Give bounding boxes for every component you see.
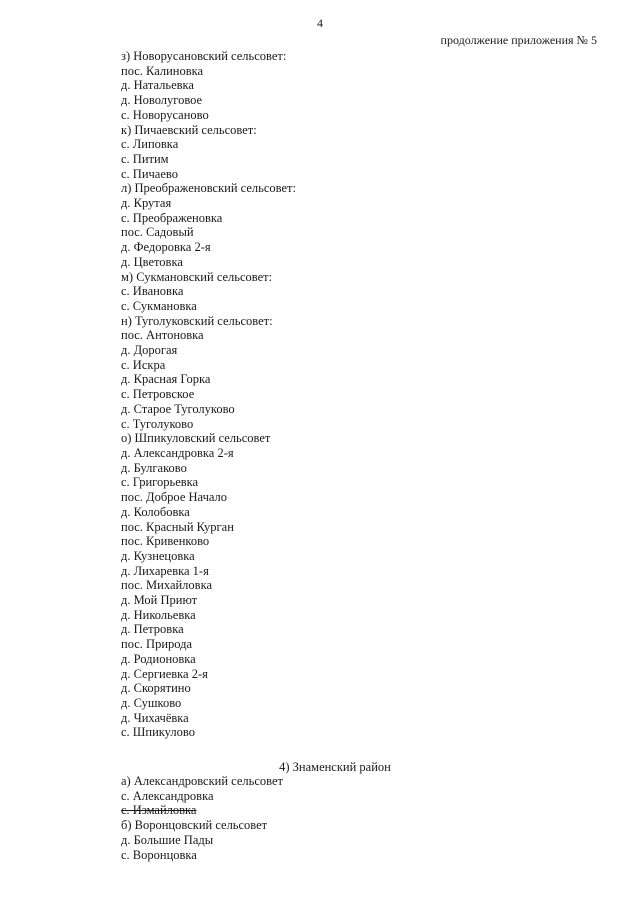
list-item: д. Федоровка 2-я [121,240,211,255]
section-heading: л) Преображеновский сельсовет: [121,181,296,196]
list-item: д. Колобовка [121,504,190,519]
list-item: д. Сергиевка 2-я [121,666,208,681]
list-item: с. Пичаево [121,166,178,181]
section-heading: н) Туголуковский сельсовет: [121,313,273,328]
list-item: д. Родионовка [121,651,196,666]
list-item: с. Липовка [121,137,179,152]
list-item: пос. Садовый [121,225,194,240]
list-item: с. Преображеновка [121,210,223,225]
list-item: д. Дорогая [121,343,178,358]
list-item: д. Лихаревка 1-я [121,563,209,578]
list-item: д. Мой Приют [121,593,198,608]
list-item: д. Булгаково [121,460,187,475]
list-item: д. Петровка [121,622,184,637]
list-item: д. Никольевка [121,607,196,622]
list-item: д. Александровка 2-я [121,445,234,460]
list-item: д. Сушково [121,695,182,710]
section-heading: б) Воронцовский сельсовет [121,818,268,833]
section-heading: з) Новорусановский сельсовет: [121,49,287,63]
list-item: д. Крутая [121,196,172,211]
list-item: д. Новолуговое [121,93,203,108]
list-item: с. Петровское [121,387,195,402]
list-item: с. Ивановка [121,284,184,299]
list-item: с. Туголуково [121,416,194,431]
settlement-list [121,49,296,740]
list-item: пос. Михайловка [121,578,212,593]
list-item: пос. Калиновка [121,63,204,78]
list-item: с. Александровка [121,788,214,803]
list-item: пос. Доброе Начало [121,490,228,505]
list-item: д. Красная Горка [121,372,211,387]
list-item: д. Натальевка [121,78,194,93]
list-item: д. Скорятино [121,681,191,696]
list-item: с. Измайловка [121,803,197,818]
list-item: д. Старое Туголуково [121,401,235,416]
continuation-note: продолжение приложения № 5 [440,33,597,47]
section-heading: м) Сукмановский сельсовет: [121,269,273,284]
district-settlement-list [121,774,283,862]
list-item: с. Искра [121,357,166,372]
section-heading: о) Шпикуловский сельсовет [121,431,271,446]
list-item: пос. Природа [121,637,193,652]
section-heading: а) Александровский сельсовет [121,774,283,788]
list-item: д. Большие Пады [121,832,214,847]
list-item: с. Воронцовка [121,847,197,862]
section-heading: к) Пичаевский сельсовет: [121,122,257,137]
list-item: д. Цветовка [121,254,183,269]
list-item: с. Григорьевка [121,475,199,490]
district-heading: 4) Знаменский район [279,760,391,774]
list-item: пос. Красный Курган [121,519,234,534]
list-item: пос. Кривенково [121,534,210,549]
list-item: с. Сукмановка [121,298,197,313]
list-item: пос. Антоновка [121,328,204,343]
page-number: 4 [317,16,323,30]
list-item: с. Новорусаново [121,107,209,122]
list-item: д. Кузнецовка [121,548,195,563]
list-item: д. Чихачёвка [121,710,189,725]
list-item: с. Шпикулово [121,725,195,740]
list-item: с. Питим [121,151,169,166]
